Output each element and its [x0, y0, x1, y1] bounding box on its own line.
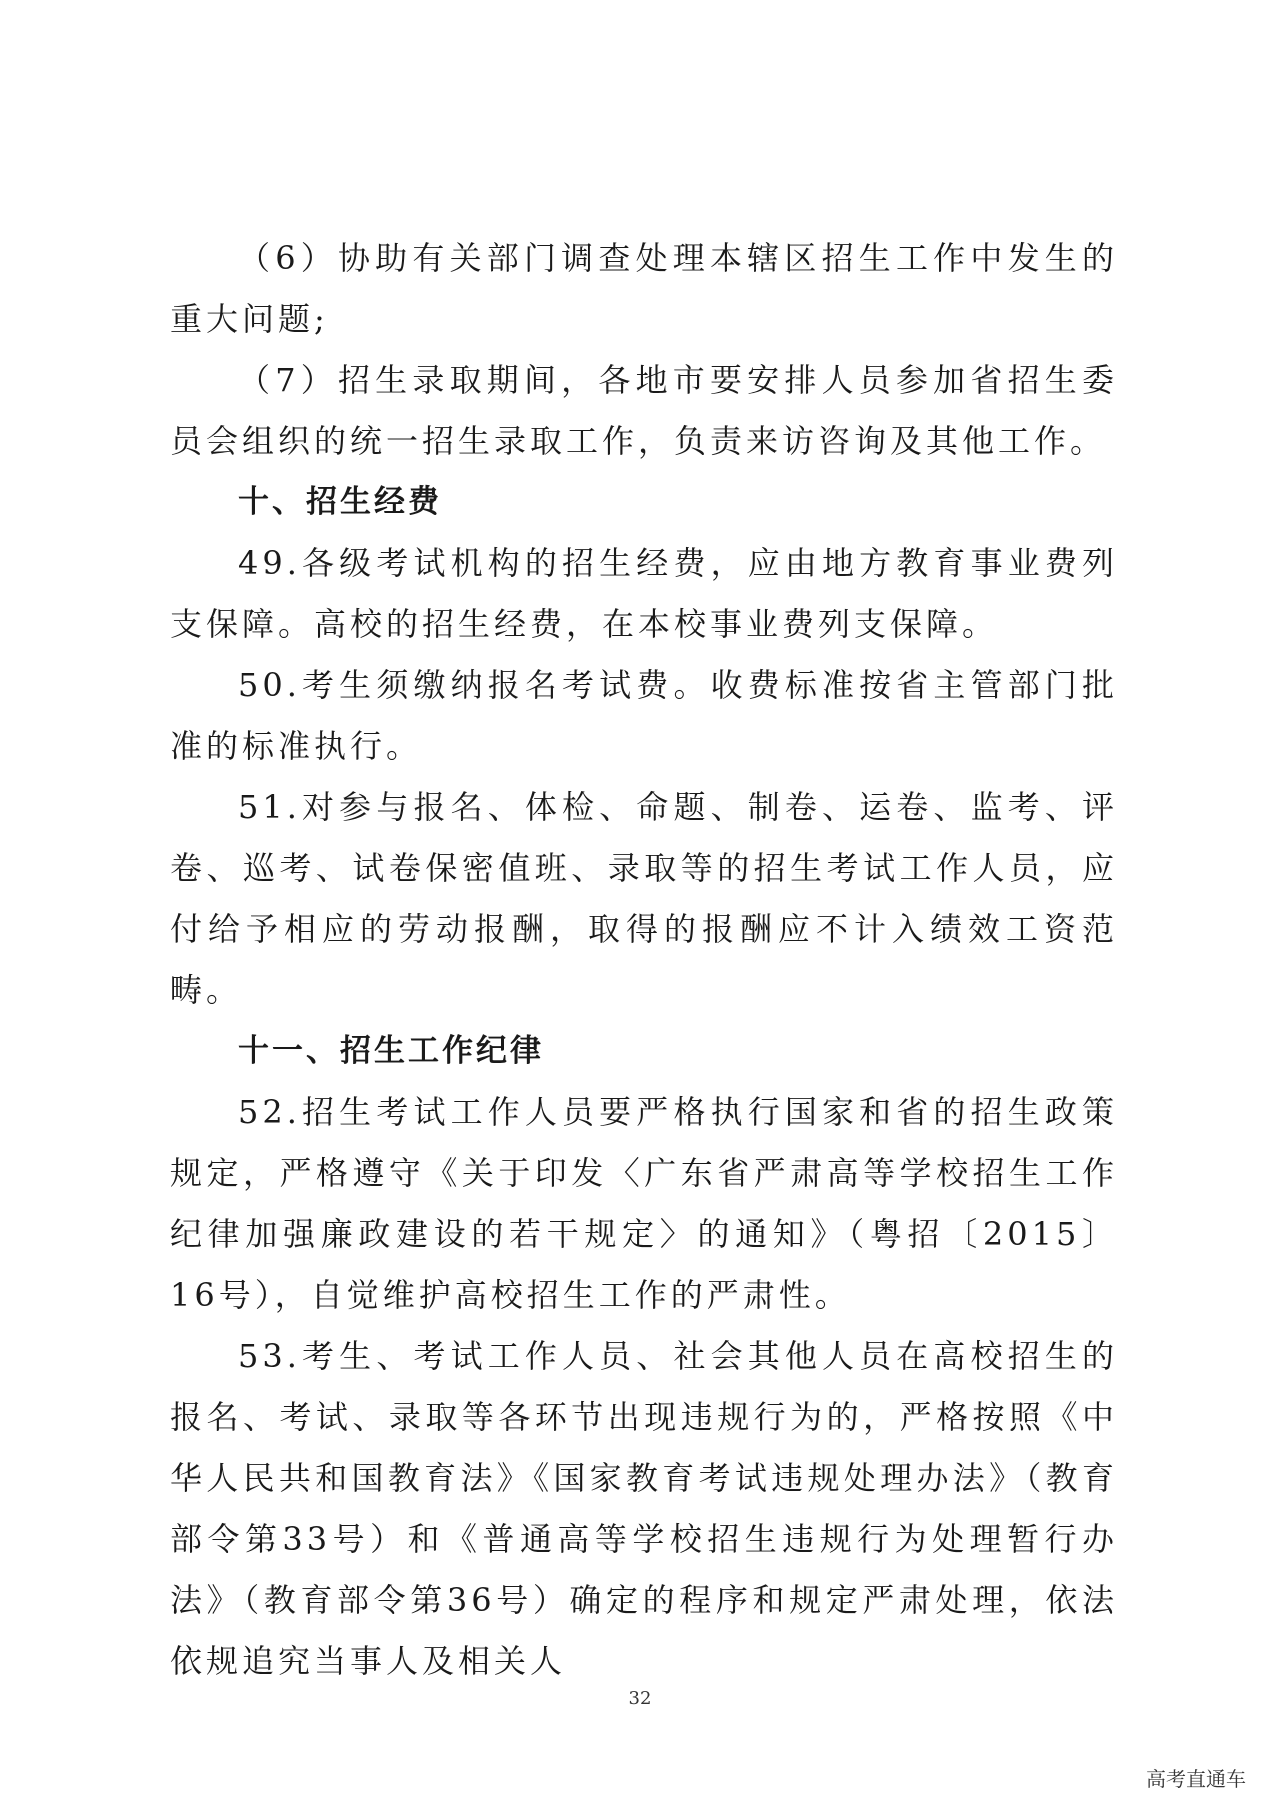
section-heading-discipline: 十一、招生工作纪律 — [238, 1033, 544, 1069]
document-body — [170, 228, 1118, 1692]
paragraph-53: 53.考生、考试工作人员、社会其他人员在高校招生的报名、考试、录取等各环节出现违规行为的，严格按照《中华人民共和国教育法》《国家教育考试违规处理办法》（教育部令第33号）和《普通高等学校招生违规行为处理暂行办法》（教育部令第36号）确定的程序和规定严肃处理，依法依规追究当事人及相关人 — [170, 1337, 1118, 1680]
paragraph-50: 50.考生须缴纳报名考试费。收费标准按省主管部门批准的标准执行。 — [170, 666, 1118, 765]
paragraph-52: 52.招生考试工作人员要严格执行国家和省的招生政策规定，严格遵守《关于印发〈广东省严肃高等学校招生工作纪律加强廉政建设的若干规定〉的通知》（粤招〔2015〕16号），自觉维护高校招生工作的严肃性。 — [170, 1093, 1118, 1314]
section-heading-funding: 十、招生经费 — [238, 484, 442, 520]
page-number: 32 — [628, 1688, 652, 1709]
paragraph-51: 51.对参与报名、体检、命题、制卷、运卷、监考、评卷、巡考、试卷保密值班、录取等的招生考试工作人员，应付给予相应的劳动报酬，取得的报酬应不计入绩效工资范畴。 — [170, 788, 1118, 1009]
paragraph-49: 49.各级考试机构的招生经费，应由地方教育事业费列支保障。高校的招生经费，在本校事业费列支保障。 — [170, 544, 1118, 643]
paragraph-item-6: （6）协助有关部门调查处理本辖区招生工作中发生的重大问题; — [170, 239, 1118, 338]
watermark-label: 高考直通车 — [1142, 1761, 1250, 1794]
paragraph-item-7: （7）招生录取期间，各地市要安排人员参加省招生委员会组织的统一招生录取工作，负责来访咨询及其他工作。 — [170, 361, 1118, 460]
